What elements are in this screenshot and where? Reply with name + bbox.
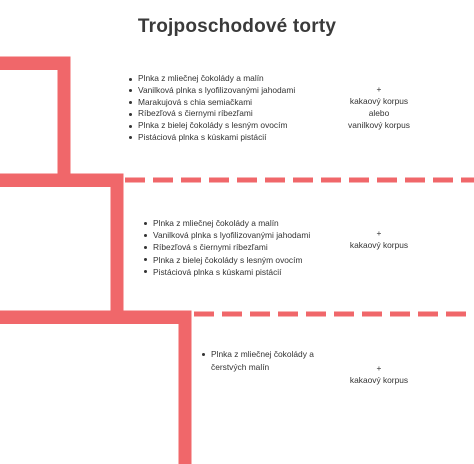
base-line: kakaový korpus	[349, 240, 409, 250]
base-line: kakaový korpus	[349, 375, 409, 385]
top-tier-inner-line	[0, 67, 61, 175]
list-item: Ríbezľová s čiernymi ríbezľami	[144, 241, 310, 253]
middle-tier-outline	[0, 177, 120, 311]
list-item: Vanilková plnka s lyofilizovanými jahodami	[144, 229, 310, 241]
list-item: Pistáciová plnka s kúskami pistácií	[144, 266, 310, 278]
top-tier-outline	[0, 60, 67, 174]
list-item: Pistáciová plnka s kúskami pistácií	[129, 132, 295, 144]
list-item: Plnka z bielej čokolády s lesným ovocím	[144, 254, 310, 266]
list-item: Marakujová s chia semiačkami	[129, 97, 295, 109]
list-item: Plnka z mliečnej čokolády a malín	[129, 73, 295, 85]
base-plus: +	[376, 84, 382, 94]
bottom-tier-outline	[0, 314, 188, 464]
list-item: Plnka z mliečnej čokolády a malín	[144, 217, 310, 229]
middle-tier-fillings	[144, 217, 310, 278]
top-tier-base	[324, 83, 434, 131]
base-plus: +	[376, 228, 382, 238]
list-item: Vanilková plnka s lyofilizovanými jahodami	[129, 85, 295, 97]
top-tier-fillings	[129, 73, 295, 144]
middle-tier-base	[324, 227, 434, 251]
middle-tier-inner-line	[0, 184, 114, 312]
bottom-tier-fillings	[202, 348, 332, 374]
list-item: Ríbezľová s čiernymi ríbezľami	[129, 108, 295, 120]
base-plus: +	[376, 363, 382, 373]
list-item: Plnka z bielej čokolády s lesným ovocím	[129, 120, 295, 132]
base-line: vanilkový korpus	[348, 120, 410, 130]
base-line: kakaový korpus	[349, 96, 409, 106]
base-line: alebo	[368, 108, 390, 118]
list-item: Plnka z mliečnej čokolády a čerstvých malín	[202, 348, 332, 374]
bottom-tier-base	[324, 362, 434, 386]
page-title: Trojposchodové torty	[137, 16, 337, 37]
bottom-tier-inner-line	[0, 321, 182, 464]
